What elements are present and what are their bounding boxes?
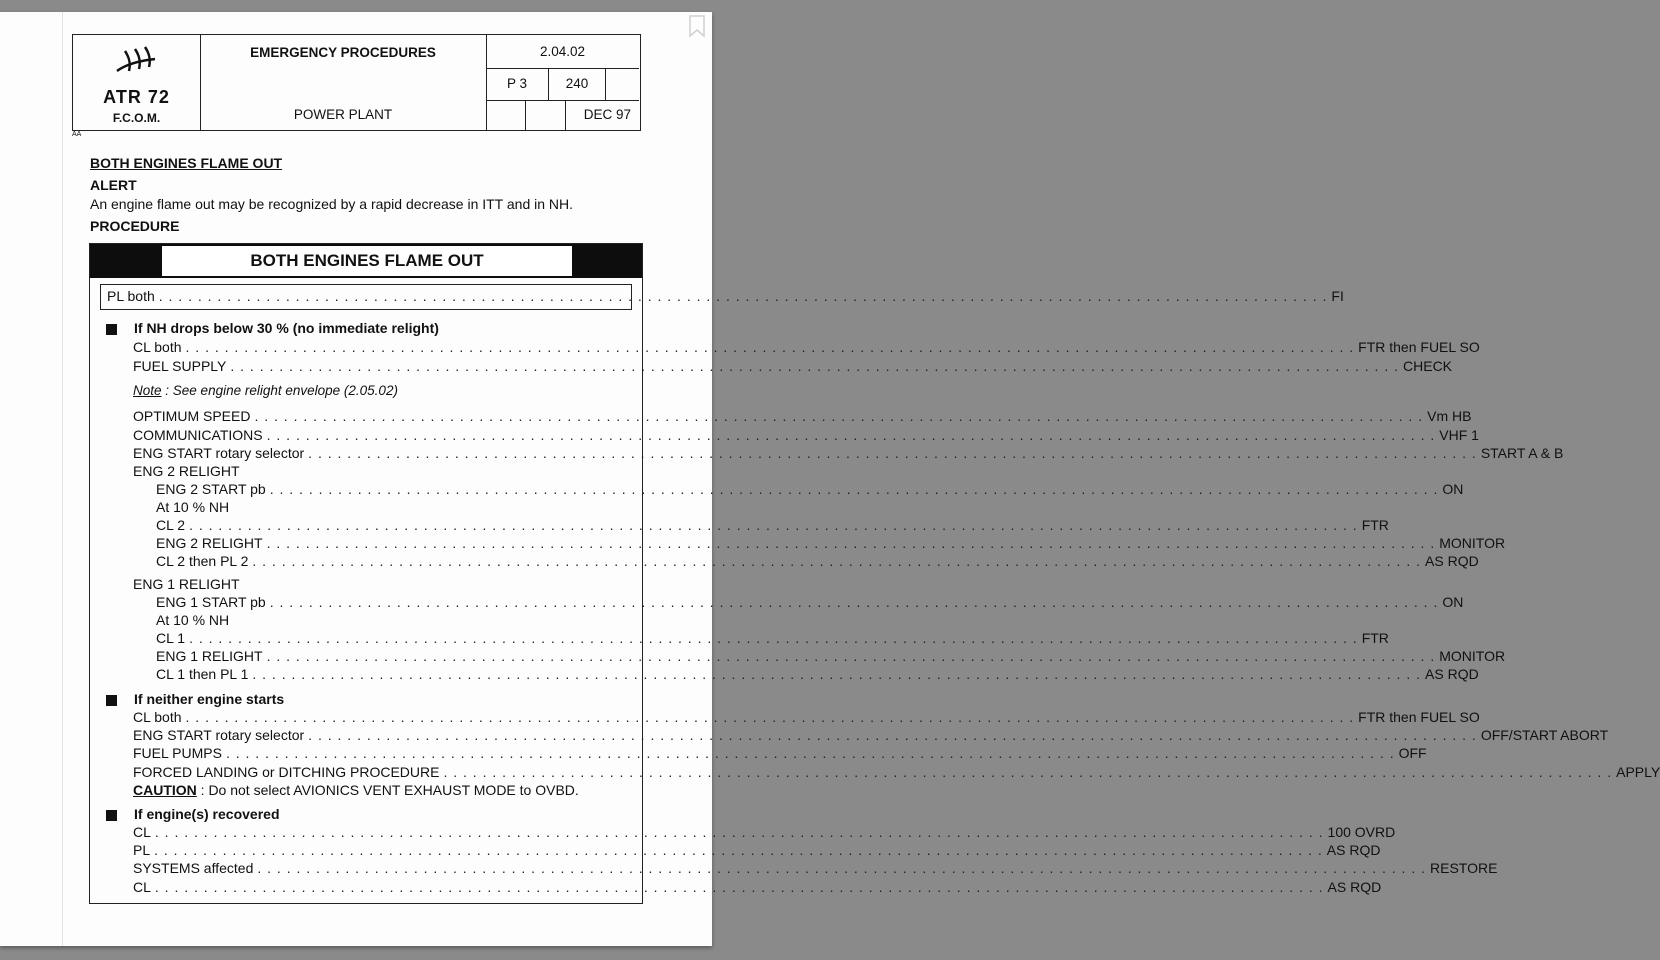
leader-dots: . . . . . . . . . . . . . . . . . . . . . . . . . . . . . . . . . . . . . . . . . . . . . . . . . . . . . . . . . . . . . . . . . . . . . . . . . . . . . . . . . . . . . . . . . . . . . . . . . . . . . . . . . . . . . . . . . . . . . . . . (269, 594, 1439, 610)
checklist-line (156, 481, 1464, 499)
bullet-square (106, 324, 117, 335)
item-label: ENG 1 RELIGHT (156, 648, 263, 664)
checklist-line (156, 648, 1506, 666)
checklist-line (107, 288, 1344, 306)
section-cell (200, 35, 487, 130)
checklist-line (133, 879, 1382, 897)
date-row (486, 100, 639, 130)
empty-cell (526, 100, 566, 130)
condition-heading: If NH drops below 30 % (no immediate relight) (134, 320, 439, 336)
checklist-line (156, 666, 1479, 684)
item-label: FORCED LANDING or DITCHING PROCEDURE (133, 764, 440, 780)
item-label: CL 2 (156, 517, 186, 533)
leader-dots: . . . . . . . . . . . . . . . . . . . . . . . . . . . . . . . . . . . . . . . . . . . . . . . . . . . . . . . . . . . . . . . . . . . . . . . . . . . . . . . . . . . . . . . . . . . . . . . . . . . . . . . . . . . . . . . . . . . . . . . . (257, 860, 1426, 876)
item-label: CL both (133, 339, 182, 355)
checklist-line (156, 553, 1479, 571)
leader-dots: . . . . . . . . . . . . . . . . . . . . . . . . . . . . . . . . . . . . . . . . . . . . . . . . . . . . . . . . . . . . . . . . . . . . . . . . . . . . . . . . . . . . . . . . . . . . . . . . . . . . . . . . . . . . . . . . . . . . . . . . (154, 824, 1324, 840)
note-body: : See engine relight envelope (2.05.02) (161, 383, 398, 398)
item-label: CL 1 (156, 630, 186, 646)
item-label: COMMUNICATIONS (133, 427, 263, 443)
checklist-banner (90, 244, 642, 278)
item-value: OFF/START ABORT (1480, 727, 1609, 743)
alert-text: An engine flame out may be recognized by a rapid decrease in ITT and in NH. (90, 196, 574, 212)
checklist-line (133, 727, 1609, 745)
procedure-title: BOTH ENGINES FLAME OUT (90, 155, 283, 171)
brand-sub: F.C.O.M. (112, 111, 161, 125)
brand-name: ATR 72 (103, 87, 170, 107)
leader-dots: . . . . . . . . . . . . . . . . . . . . . . . . . . . . . . . . . . . . . . . . . . . . . . . . . . . . . . . . . . . . . . . . . . . . . . . . . . . . . . . . . . . . . . . . . . . . . . . . . . . . . . . . . . . . . . . . . . . . . . . . (308, 445, 1477, 461)
item-label: OPTIMUM SPEED (133, 408, 251, 424)
item-value: RESTORE (1430, 860, 1498, 876)
atr-logo-icon (111, 45, 161, 79)
bookmark-icon[interactable] (686, 14, 708, 38)
leader-dots: . . . . . . . . . . . . . . . . . . . . . . . . . . . . . . . . . . . . . . . . . . . . . . . . . . . . . . . . . . . . . . . . . . . . . . . . . . . . . . . . . . . . . . . . . . . . . . . . . . . . . . . . . . . . . . . . . . . . . . . . (154, 879, 1324, 895)
procedure-label: PROCEDURE (90, 218, 180, 234)
sub-heading: ENG 1 RELIGHT (133, 576, 240, 592)
leader-dots: . . . . . . . . . . . . . . . . . . . . . . . . . . . . . . . . . . . . . . . . . . . . . . . . . . . . . . . . . . . . . . . . . . . . . . . . . . . . . . . . . . . . . . . . . . . . . . . . . . . . . . . . . . . . . . . . . . . . . . . . (254, 408, 1424, 424)
bullet-square (106, 695, 117, 706)
caution-label: CAUTION (133, 782, 197, 798)
checklist-line (133, 408, 1472, 426)
item-label: CL 1 then PL 1 (156, 666, 249, 682)
item-label: PL both (107, 288, 155, 304)
ref-cell (486, 35, 639, 130)
item-value: AS RQD (1425, 666, 1479, 682)
page-row (486, 68, 639, 101)
note-label: Note (133, 383, 162, 398)
item-value: FTR (1361, 630, 1389, 646)
item-value: CHECK (1403, 358, 1453, 374)
condition-text: At 10 % NH (156, 499, 230, 515)
item-value: FTR then FUEL SO (1358, 709, 1480, 725)
item-label: CL (133, 879, 151, 895)
caution-text (133, 782, 579, 798)
checklist-line (156, 517, 1389, 535)
item-label: ENG 2 RELIGHT (156, 535, 263, 551)
document-header (72, 34, 641, 131)
leader-dots: . . . . . . . . . . . . . . . . . . . . . . . . . . . . . . . . . . . . . . . . . . . . . . . . . . . . . . . . . . . . . . . . . . . . . . . . . . . . . . . . . . . . . . . . . . . . . . . . . . . . . . . . . . . . . . . . . . . . . . . . (185, 339, 1355, 355)
leader-dots: . . . . . . . . . . . . . . . . . . . . . . . . . . . . . . . . . . . . . . . . . . . . . . . . . . . . . . . . . . . . . . . . . . . . . . . . . . . . . . . . . . . . . . . . . . . . . . . . . . . . . . . . . . . . . . . . . . . . . . . . (252, 666, 1422, 682)
caution-body: : Do not select AVIONICS VENT EXHAUST MODE to OVBD. (196, 782, 579, 798)
leader-dots: . . . . . . . . . . . . . . . . . . . . . . . . . . . . . . . . . . . . . . . . . . . . . . . . . . . . . . . . . . . . . . . . . . . . . . . . . . . . . . . . . . . . . . . . . . . . . . . . . . . . . . . . . . . . . . . . . . . . . . . . (308, 727, 1477, 743)
revision-number: 240 (549, 68, 606, 100)
page-number: P 3 (486, 68, 549, 100)
checklist-line (156, 630, 1389, 648)
item-value: ON (1442, 481, 1464, 497)
item-label: FUEL PUMPS (133, 745, 222, 761)
item-label: CL both (133, 709, 182, 725)
checklist-line (133, 427, 1479, 445)
checklist-line (133, 339, 1480, 357)
item-label: FUEL SUPPLY (133, 358, 227, 374)
checklist-line (133, 842, 1381, 860)
condition-text: At 10 % NH (156, 612, 230, 628)
checklist-banner-title: BOTH ENGINES FLAME OUT (162, 246, 572, 276)
item-value: VHF 1 (1439, 427, 1479, 443)
item-label: CL (133, 824, 151, 840)
item-value: FTR (1361, 517, 1389, 533)
doc-code: 2.04.02 (486, 35, 639, 69)
item-value: AS RQD (1326, 842, 1381, 858)
empty-cell (606, 68, 639, 100)
leader-dots: . . . . . . . . . . . . . . . . . . . . . . . . . . . . . . . . . . . . . . . . . . . . . . . . . . . . . . . . . . . . . . . . . . . . . . . . . . . . . . . . . . . . . . . . . . . . . . . . . . . . . . . . . . . . . . . . . . . . . . . . (269, 481, 1439, 497)
logo-cell (73, 35, 201, 130)
aa-mark: AA (72, 131, 82, 138)
empty-cell (486, 100, 526, 130)
item-label: ENG 2 START pb (156, 481, 266, 497)
item-label: PL (133, 842, 151, 858)
section-subtitle: POWER PLANT (293, 107, 393, 122)
bullet-square (106, 810, 117, 821)
item-value: APPLY (1616, 764, 1660, 780)
leader-dots: . . . . . . . . . . . . . . . . . . . . . . . . . . . . . . . . . . . . . . . . . . . . . . . . . . . . . . . . . . . . . . . . . . . . . . . . . . . . . . . . . . . . . . . . . . . . . . . . . . . . . . . . . . . . . . . . . . . . . . . . (266, 427, 1436, 443)
item-value: START A & B (1480, 445, 1564, 461)
sub-heading: ENG 2 RELIGHT (133, 463, 240, 479)
checklist-line (133, 745, 1427, 763)
leader-dots: . . . . . . . . . . . . . . . . . . . . . . . . . . . . . . . . . . . . . . . . . . . . . . . . . . . . . . . . . . . . . . . . . . . . . . . . . . . . . . . . . . . . . . . . . . . . . . . . . . . . . . . . . . . . . . . . . . . . . . . . (225, 745, 1395, 761)
leader-dots: . . . . . . . . . . . . . . . . . . . . . . . . . . . . . . . . . . . . . . . . . . . . . . . . . . . . . . . . . . . . . . . . . . . . . . . . . . . . . . . . . . . . . . . . . . . . . . . . . . . . . . . . . . . . . . . . . . . . . . . . (189, 630, 1358, 646)
checklist-line (133, 709, 1480, 727)
checklist-line (133, 860, 1498, 878)
revision-date: DEC 97 (583, 107, 631, 122)
item-value: MONITOR (1439, 648, 1506, 664)
item-value: FI (1331, 288, 1344, 304)
leader-dots: . . . . . . . . . . . . . . . . . . . . . . . . . . . . . . . . . . . . . . . . . . . . . . . . . . . . . . . . . . . . . . . . . . . . . . . . . . . . . . . . . . . . . . . . . . . . . . . . . . . . . . . . . . . . . . . . . . . . . . . . (189, 517, 1358, 533)
item-value: FTR then FUEL SO (1358, 339, 1480, 355)
leader-dots: . . . . . . . . . . . . . . . . . . . . . . . . . . . . . . . . . . . . . . . . . . . . . . . . . . . . . . . . . . . . . . . . . . . . . . . . . . . . . . . . . . . . . . . . . . . . . . . . . . . . . . . . . . . . . . . . . . . . . . . . (443, 764, 1613, 780)
leader-dots: . . . . . . . . . . . . . . . . . . . . . . . . . . . . . . . . . . . . . . . . . . . . . . . . . . . . . . . . . . . . . . . . . . . . . . . . . . . . . . . . . . . . . . . . . . . . . . . . . . . . . . . . . . . . . . . . . . . . . . . . (266, 535, 1436, 551)
checklist-line (133, 764, 1660, 782)
item-value: AS RQD (1327, 879, 1382, 895)
leader-dots: . . . . . . . . . . . . . . . . . . . . . . . . . . . . . . . . . . . . . . . . . . . . . . . . . . . . . . . . . . . . . . . . . . . . . . . . . . . . . . . . . . . . . . . . . . . . . . . . . . . . . . . . . . . . . . . . . . . . . . . . (252, 553, 1422, 569)
checklist-box (89, 243, 1660, 904)
checklist-line (133, 445, 1564, 463)
alert-label: ALERT (90, 177, 137, 193)
page-binding-line (62, 12, 63, 946)
item-value: OFF (1398, 745, 1427, 761)
item-value: 100 OVRD (1327, 824, 1396, 840)
item-label: ENG START rotary selector (133, 727, 305, 743)
condition-heading: If engine(s) recovered (134, 806, 280, 822)
leader-dots: . . . . . . . . . . . . . . . . . . . . . . . . . . . . . . . . . . . . . . . . . . . . . . . . . . . . . . . . . . . . . . . . . . . . . . . . . . . . . . . . . . . . . . . . . . . . . . . . . . . . . . . . . . . . . . . . . . . . . . . . (230, 358, 1400, 374)
condition-heading: If neither engine starts (134, 691, 285, 707)
checklist-line (133, 824, 1396, 842)
item-label: CL 2 then PL 2 (156, 553, 249, 569)
section-title: EMERGENCY PROCEDURES (250, 45, 436, 60)
item-value: Vm HB (1427, 408, 1472, 424)
item-value: AS RQD (1425, 553, 1479, 569)
leader-dots: . . . . . . . . . . . . . . . . . . . . . . . . . . . . . . . . . . . . . . . . . . . . . . . . . . . . . . . . . . . . . . . . . . . . . . . . . . . . . . . . . . . . . . . . . . . . . . . . . . . . . . . . . . . . . . . . . . . . . . . . (266, 648, 1436, 664)
item-label: ENG START rotary selector (133, 445, 305, 461)
item-value: ON (1442, 594, 1464, 610)
leader-dots: . . . . . . . . . . . . . . . . . . . . . . . . . . . . . . . . . . . . . . . . . . . . . . . . . . . . . . . . . . . . . . . . . . . . . . . . . . . . . . . . . . . . . . . . . . . . . . . . . . . . . . . . . . . . . . . . . . . . . . . . (185, 709, 1355, 725)
item-label: SYSTEMS affected (133, 860, 254, 876)
checklist-line (156, 535, 1506, 553)
checklist-line (156, 594, 1464, 612)
note-text (133, 383, 398, 398)
item-label: ENG 1 START pb (156, 594, 266, 610)
leader-dots: . . . . . . . . . . . . . . . . . . . . . . . . . . . . . . . . . . . . . . . . . . . . . . . . . . . . . . . . . . . . . . . . . . . . . . . . . . . . . . . . . . . . . . . . . . . . . . . . . . . . . . . . . . . . . . . . . . . . . . . . (158, 288, 1328, 304)
leader-dots: . . . . . . . . . . . . . . . . . . . . . . . . . . . . . . . . . . . . . . . . . . . . . . . . . . . . . . . . . . . . . . . . . . . . . . . . . . . . . . . . . . . . . . . . . . . . . . . . . . . . . . . . . . . . . . . . . . . . . . . . (154, 842, 1323, 858)
checklist-line (133, 358, 1453, 376)
item-value: MONITOR (1439, 535, 1506, 551)
pl-box (100, 284, 1344, 310)
